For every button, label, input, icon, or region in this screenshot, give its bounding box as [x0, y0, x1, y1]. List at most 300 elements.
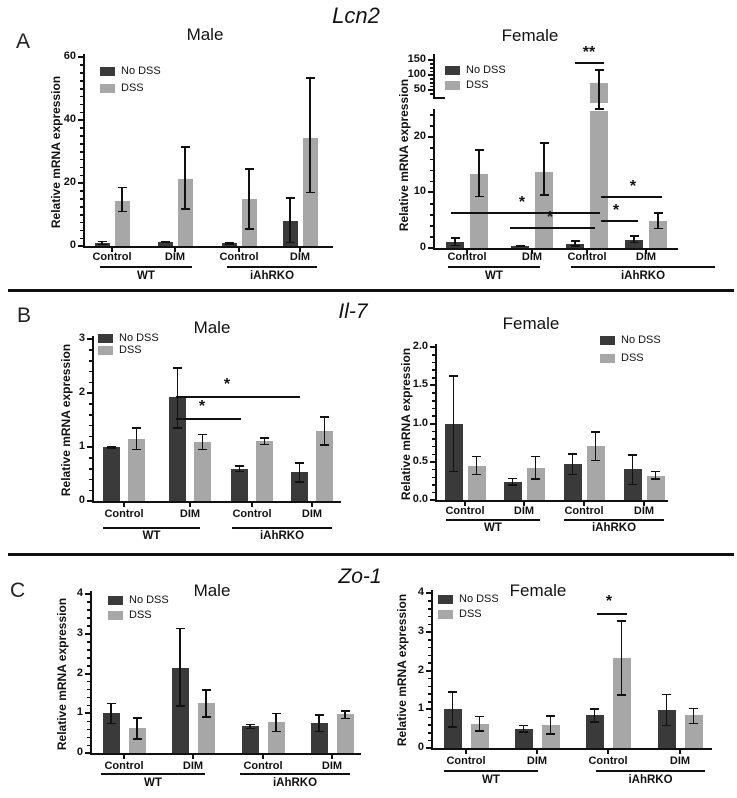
y-minor-tick	[80, 127, 83, 129]
error-bar-cap	[341, 710, 350, 712]
error-bar-cap	[133, 717, 142, 719]
y-tick-label: 0	[76, 746, 83, 758]
y-tick	[87, 338, 92, 340]
legend-swatch	[445, 66, 460, 75]
error-bar	[289, 197, 291, 243]
x-tick	[465, 750, 467, 754]
y-minor-tick	[428, 616, 431, 618]
error-bar-cap	[451, 245, 460, 247]
significance-line	[597, 613, 627, 615]
error-bar-cap	[118, 211, 127, 213]
y-minor-tick	[87, 641, 90, 643]
error-bar-cap	[516, 246, 525, 248]
panel-label-a: A	[16, 30, 31, 53]
x-tick	[192, 755, 194, 759]
error-bar-cap	[315, 731, 324, 733]
error-bar-cap	[662, 694, 671, 696]
y-minor-tick	[428, 686, 431, 688]
error-bar-cap	[546, 715, 555, 717]
x-axis	[435, 500, 668, 502]
significance-star: *	[223, 376, 231, 393]
error-bar	[324, 416, 326, 445]
legend-label: No DSS	[466, 64, 506, 76]
error-bar-cap	[315, 714, 324, 716]
y-minor-tick	[89, 360, 92, 362]
y-tick-label: 0	[419, 241, 426, 253]
error-bar-cap	[546, 733, 555, 735]
y-tick	[87, 446, 92, 448]
error-bar-cap	[449, 471, 458, 473]
y-tick-label: 4	[417, 586, 424, 598]
y-minor-tick	[430, 125, 433, 127]
error-bar-cap	[448, 691, 457, 693]
error-bar	[666, 694, 668, 726]
error-bar-cap	[246, 724, 255, 726]
error-bar-cap	[118, 187, 127, 189]
y-axis-label: Relative mRNA expression	[395, 593, 409, 747]
error-bar-cap	[107, 723, 116, 725]
x-group-label: DIM	[289, 251, 311, 263]
y-minor-tick	[80, 135, 83, 137]
error-bar-cap	[571, 245, 580, 247]
y-minor-tick	[89, 371, 92, 373]
error-bar	[275, 713, 277, 732]
legend-swatch	[438, 610, 453, 619]
y-minor-tick	[80, 80, 83, 82]
y-tick	[428, 74, 433, 76]
y-minor-tick	[428, 608, 431, 610]
y-minor-tick	[430, 71, 433, 73]
error-bar-cap	[617, 694, 626, 696]
error-bar-cap	[540, 142, 549, 144]
y-minor-tick	[87, 657, 90, 659]
error-bar-cap	[689, 723, 698, 725]
error-bar-cap	[568, 453, 577, 455]
y-axis	[431, 590, 433, 750]
y-axis	[90, 591, 92, 755]
y-tick	[85, 673, 90, 675]
error-bar-cap	[571, 240, 580, 242]
x-tick	[189, 503, 191, 507]
legend-label: DSS	[459, 608, 482, 620]
y-tick-label: 10	[413, 185, 426, 198]
y-tick-label: 0	[78, 494, 85, 506]
significance-line	[601, 220, 638, 222]
y-axis	[435, 344, 437, 502]
y-minor-tick	[80, 175, 83, 177]
gene-title-zo1: Zo-1	[338, 565, 382, 588]
y-minor-tick	[428, 678, 431, 680]
y-minor-tick	[428, 600, 431, 602]
significance-line	[176, 418, 241, 420]
error-bar-cap	[472, 474, 481, 476]
y-minor-tick	[80, 190, 83, 192]
legend-swatch	[445, 81, 460, 90]
y-axis-label: Relative mRNA expression	[397, 78, 411, 232]
y-minor-tick	[432, 408, 435, 410]
genotype-underline	[444, 770, 538, 772]
x-axis	[90, 753, 361, 755]
y-tick-label: 1	[76, 706, 83, 719]
legend-label: No DSS	[121, 65, 161, 77]
y-axis	[92, 336, 94, 503]
legend-swatch	[438, 595, 453, 604]
error-bar-cap	[540, 194, 549, 196]
error-bar-cap	[451, 237, 460, 239]
significance-star: *	[518, 194, 526, 211]
y-minor-tick	[428, 647, 431, 649]
y-minor-tick	[87, 617, 90, 619]
error-bar-cap	[107, 703, 116, 705]
y-minor-tick	[80, 159, 83, 161]
error-bar	[205, 689, 207, 717]
y-minor-tick	[87, 665, 90, 667]
x-group-label: Control	[243, 760, 283, 772]
x-group-label: Control	[104, 508, 144, 520]
significance-line	[601, 196, 662, 198]
genotype-underline	[596, 770, 705, 772]
error-bar-cap	[272, 713, 281, 715]
y-tick	[426, 708, 431, 710]
error-bar-cap	[133, 738, 142, 740]
error-bar-cap	[568, 474, 577, 476]
error-bar-cap	[260, 444, 269, 446]
x-axis	[433, 248, 678, 250]
genotype-label: iAhRKO	[628, 774, 673, 786]
error-bar	[248, 168, 250, 229]
error-bar-cap	[161, 242, 170, 244]
error-bar-cap	[235, 465, 244, 467]
y-tick	[426, 670, 431, 672]
error-bar	[693, 708, 695, 724]
x-group-label: Control	[564, 505, 604, 517]
y-minor-tick	[80, 112, 83, 114]
error-bar-cap	[651, 471, 660, 473]
error-bar-cap	[295, 462, 304, 464]
y-tick	[428, 89, 433, 91]
error-bar	[202, 434, 204, 450]
genotype-underline	[100, 266, 192, 268]
y-tick-label: 20	[63, 176, 76, 188]
y-minor-tick	[430, 236, 433, 238]
y-minor-tick	[87, 705, 90, 707]
y-minor-tick	[428, 639, 431, 641]
y-minor-tick	[87, 737, 90, 739]
y-tick-label: 4	[76, 587, 83, 599]
genotype-underline	[446, 519, 540, 521]
y-tick-label: 0.5	[412, 454, 428, 467]
error-bar-cap	[531, 456, 540, 458]
error-bar-cap	[235, 471, 244, 473]
error-bar-cap	[689, 708, 698, 710]
error-bar-cap	[475, 716, 484, 718]
x-group-label: DIM	[301, 508, 323, 520]
error-bar-cap	[508, 484, 517, 486]
y-minor-tick	[80, 104, 83, 106]
error-bar	[572, 453, 574, 474]
chart-title: Female	[509, 581, 567, 600]
error-bar-cap	[295, 481, 304, 483]
y-minor-tick	[87, 609, 90, 611]
legend-label: No DSS	[119, 332, 159, 344]
genotype-label: WT	[142, 530, 161, 542]
error-bar-cap	[132, 427, 141, 429]
error-bar-cap	[472, 456, 481, 458]
y-minor-tick	[87, 625, 90, 627]
error-bar	[299, 462, 301, 482]
legend-label: DSS	[121, 82, 144, 94]
error-bar-cap	[630, 242, 639, 244]
y-tick	[430, 423, 435, 425]
y-tick	[430, 346, 435, 348]
genotype-underline	[227, 266, 317, 268]
bar	[194, 442, 211, 501]
error-bar	[453, 375, 455, 471]
y-tick-label: 20	[413, 129, 426, 142]
bar	[103, 447, 120, 501]
error-bar-cap	[590, 721, 599, 723]
significance-line	[510, 227, 595, 229]
x-group-label: DIM	[633, 505, 655, 517]
error-bar-cap	[595, 108, 604, 110]
y-minor-tick	[432, 400, 435, 402]
x-group-label: Control	[232, 508, 272, 520]
error-bar	[598, 69, 600, 109]
error-bar-cap	[591, 431, 600, 433]
y-tick-label: 100	[407, 68, 426, 80]
y-tick	[430, 384, 435, 386]
y-minor-tick	[432, 446, 435, 448]
y-minor-tick	[430, 147, 433, 149]
error-bar	[136, 427, 138, 450]
y-tick	[78, 182, 83, 184]
y-minor-tick	[80, 198, 83, 200]
genotype-underline	[448, 266, 540, 268]
error-bar-cap	[132, 449, 141, 451]
y-minor-tick	[87, 601, 90, 603]
bar	[337, 714, 354, 753]
y-minor-tick	[430, 214, 433, 216]
y-minor-tick	[80, 214, 83, 216]
y-tick	[78, 119, 83, 121]
error-bar-cap	[225, 243, 234, 245]
y-minor-tick	[430, 93, 433, 95]
y-minor-tick	[430, 78, 433, 80]
error-bar-cap	[245, 228, 254, 230]
y-tick-label: 1	[417, 702, 424, 715]
gene-title-il7: Il-7	[338, 300, 368, 323]
legend-swatch	[600, 336, 615, 345]
legend-label: No DSS	[129, 594, 169, 606]
significance-star: **	[582, 44, 596, 61]
x-tick	[251, 503, 253, 507]
y-axis-lower	[433, 109, 435, 250]
y-axis-label: Relative mRNA expression	[49, 75, 63, 229]
x-group-label: Control	[104, 760, 144, 772]
y-minor-tick	[80, 238, 83, 240]
x-group-label: Control	[588, 755, 628, 767]
y-tick-label: 3	[78, 332, 85, 344]
error-bar-cap	[508, 478, 517, 480]
error-bar-cap	[595, 69, 604, 71]
y-axis-label: Relative mRNA expression	[399, 347, 413, 501]
error-bar-cap	[654, 212, 663, 214]
error-bar-cap	[107, 447, 116, 449]
genotype-label: iAhRKO	[591, 522, 637, 534]
y-minor-tick	[432, 369, 435, 371]
y-minor-tick	[428, 701, 431, 703]
error-bar-cap	[628, 454, 637, 456]
y-minor-tick	[80, 96, 83, 98]
y-minor-tick	[432, 477, 435, 479]
y-minor-tick	[89, 349, 92, 351]
error-bar	[121, 187, 123, 212]
error-bar	[632, 454, 634, 485]
error-bar-cap	[286, 197, 295, 199]
error-bar-cap	[176, 628, 185, 630]
error-bar-cap	[591, 460, 600, 462]
panel-divider-2	[8, 553, 734, 556]
x-group-label: DIM	[513, 505, 535, 517]
legend-label: No DSS	[459, 593, 499, 605]
y-tick	[428, 191, 433, 193]
genotype-underline	[240, 773, 350, 775]
y-minor-tick	[430, 86, 433, 88]
y-minor-tick	[89, 457, 92, 459]
x-axis	[431, 748, 712, 750]
x-tick	[311, 503, 313, 507]
y-minor-tick	[89, 490, 92, 492]
y-axis-label: Relative mRNA expression	[59, 343, 73, 497]
y-minor-tick	[89, 436, 92, 438]
error-bar-cap	[651, 478, 660, 480]
legend-label: DSS	[119, 344, 142, 356]
x-tick	[262, 755, 264, 759]
significance-star: *	[629, 178, 637, 195]
chart-title: Female	[501, 26, 559, 45]
legend-label: DSS	[466, 79, 489, 91]
y-minor-tick	[432, 431, 435, 433]
error-bar	[110, 703, 112, 724]
error-bar-cap	[98, 244, 107, 246]
y-minor-tick	[80, 64, 83, 66]
y-tick	[85, 633, 90, 635]
legend-label: No DSS	[621, 334, 661, 346]
error-bar-cap	[519, 725, 528, 727]
genotype-label: iAhRKO	[620, 270, 666, 282]
axis-break-foot	[433, 97, 445, 99]
error-bar-cap	[617, 620, 626, 622]
y-tick-label: 1.0	[412, 416, 428, 429]
y-minor-tick	[432, 392, 435, 394]
y-minor-tick	[428, 693, 431, 695]
y-minor-tick	[80, 222, 83, 224]
legend-label: DSS	[129, 609, 152, 621]
error-bar-cap	[260, 437, 269, 439]
panel-divider-1	[8, 289, 734, 292]
y-minor-tick	[87, 697, 90, 699]
genotype-label: WT	[137, 270, 155, 282]
error-bar-cap	[181, 208, 190, 210]
legend-swatch	[108, 611, 123, 620]
y-minor-tick	[87, 729, 90, 731]
error-bar	[621, 620, 623, 695]
x-group-label: Control	[447, 251, 487, 263]
genotype-label: iAhRKO	[259, 530, 305, 542]
genotype-underline	[232, 527, 332, 529]
x-group-label: DIM	[182, 760, 204, 772]
panel-label-b: B	[17, 304, 32, 327]
y-minor-tick	[428, 624, 431, 626]
y-minor-tick	[80, 88, 83, 90]
error-bar-cap	[654, 228, 663, 230]
chart-title: Male	[193, 318, 231, 337]
error-bar	[309, 77, 311, 193]
legend-swatch	[100, 84, 115, 93]
error-bar-cap	[630, 235, 639, 237]
error-bar-cap	[198, 434, 207, 436]
error-bar-cap	[202, 716, 211, 718]
error-bar	[184, 146, 186, 209]
y-minor-tick	[80, 151, 83, 153]
x-group-label: Control	[445, 505, 485, 517]
y-minor-tick	[430, 170, 433, 172]
y-tick-label: 0	[69, 239, 76, 251]
y-minor-tick	[432, 362, 435, 364]
genotype-label: iAhRKO	[272, 777, 318, 789]
y-minor-tick	[87, 681, 90, 683]
legend-swatch	[600, 354, 615, 363]
y-tick-label: 2	[417, 663, 424, 676]
y-minor-tick	[430, 159, 433, 161]
error-bar-cap	[173, 427, 182, 429]
y-minor-tick	[430, 63, 433, 65]
y-tick	[426, 592, 431, 594]
y-minor-tick	[432, 454, 435, 456]
y-tick-label: 3	[76, 626, 83, 639]
error-bar-cap	[306, 77, 315, 79]
error-bar-cap	[519, 731, 528, 733]
y-minor-tick	[428, 717, 431, 719]
x-group-label: Control	[92, 251, 132, 263]
significance-star: *	[546, 209, 554, 226]
x-group-label: DIM	[521, 251, 543, 263]
legend-swatch	[98, 334, 113, 343]
significance-star: *	[605, 593, 613, 610]
y-minor-tick	[432, 377, 435, 379]
y-minor-tick	[430, 114, 433, 116]
significance-line	[451, 212, 600, 214]
y-minor-tick	[432, 415, 435, 417]
error-bar-cap	[98, 241, 107, 243]
y-minor-tick	[430, 225, 433, 227]
x-group-label: Control	[219, 251, 259, 263]
x-tick	[123, 755, 125, 759]
error-bar-cap	[181, 146, 190, 148]
x-group-label: DIM	[635, 251, 657, 263]
error-bar-cap	[286, 242, 295, 244]
y-minor-tick	[428, 724, 431, 726]
bar	[256, 441, 273, 501]
y-tick	[428, 59, 433, 61]
y-minor-tick	[430, 203, 433, 205]
y-tick	[428, 136, 433, 138]
error-bar-cap	[449, 375, 458, 377]
gene-title-lcn2: Lcn2	[332, 3, 380, 28]
legend-swatch	[98, 346, 113, 355]
error-bar-cap	[198, 449, 207, 451]
y-axis-label: Relative mRNA expression	[55, 597, 69, 751]
